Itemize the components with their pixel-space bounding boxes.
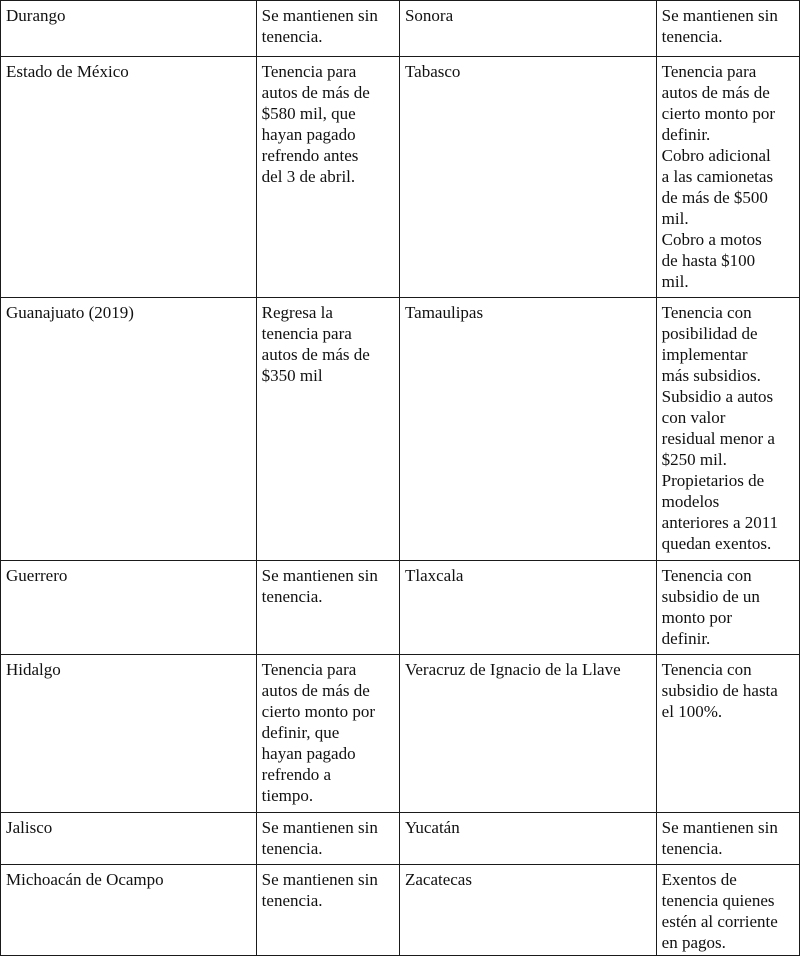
policy-cell: Tenencia con subsidio de un monto por definir. bbox=[656, 561, 799, 655]
policy-cell: Se mantienen sin tenencia. bbox=[256, 813, 399, 865]
table-row bbox=[1, 1, 800, 57]
table-row bbox=[1, 865, 800, 956]
state-cell: Tabasco bbox=[399, 57, 656, 298]
policy-cell: Exentos de tenencia quienes estén al corriente en pagos. bbox=[656, 865, 799, 956]
policy-cell: Se mantienen sin tenencia. bbox=[256, 865, 399, 956]
policy-cell: Tenencia para autos de más de cierto monto por definir. Cobro adicional a las camionetas de más de $500 mil. Cobro a motos de hasta $100 mil. bbox=[656, 57, 799, 298]
state-cell: Hidalgo bbox=[1, 655, 257, 813]
policy-cell: Se mantienen sin tenencia. bbox=[656, 1, 799, 57]
policy-cell: Se mantienen sin tenencia. bbox=[256, 561, 399, 655]
state-cell: Jalisco bbox=[1, 813, 257, 865]
state-cell: Michoacán de Ocampo bbox=[1, 865, 257, 956]
state-cell: Veracruz de Ignacio de la Llave bbox=[399, 655, 656, 813]
state-cell: Tamaulipas bbox=[399, 298, 656, 561]
policy-cell: Tenencia con posibilidad de implementar más subsidios. Subsidio a autos con valor residual menor a $250 mil. Propietarios de modelos anteriores a 2011 quedan exentos. bbox=[656, 298, 799, 561]
state-cell: Guerrero bbox=[1, 561, 257, 655]
state-cell: Tlaxcala bbox=[399, 561, 656, 655]
policy-cell: Tenencia con subsidio de hasta el 100%. bbox=[656, 655, 799, 813]
table-row bbox=[1, 561, 800, 655]
policy-cell: Se mantienen sin tenencia. bbox=[256, 1, 399, 57]
table-body bbox=[1, 1, 800, 956]
policy-cell: Se mantienen sin tenencia. bbox=[656, 813, 799, 865]
policy-cell: Tenencia para autos de más de $580 mil, que hayan pagado refrendo antes del 3 de abril. bbox=[256, 57, 399, 298]
table-row bbox=[1, 813, 800, 865]
policy-cell: Regresa la tenencia para autos de más de $350 mil bbox=[256, 298, 399, 561]
state-cell: Estado de México bbox=[1, 57, 257, 298]
state-cell: Zacatecas bbox=[399, 865, 656, 956]
state-cell: Sonora bbox=[399, 1, 656, 57]
table-row bbox=[1, 57, 800, 298]
table-row bbox=[1, 655, 800, 813]
state-cell: Guanajuato (2019) bbox=[1, 298, 257, 561]
table-row bbox=[1, 298, 800, 561]
state-cell: Durango bbox=[1, 1, 257, 57]
policy-cell: Tenencia para autos de más de cierto monto por definir, que hayan pagado refrendo a tiempo. bbox=[256, 655, 399, 813]
state-cell: Yucatán bbox=[399, 813, 656, 865]
